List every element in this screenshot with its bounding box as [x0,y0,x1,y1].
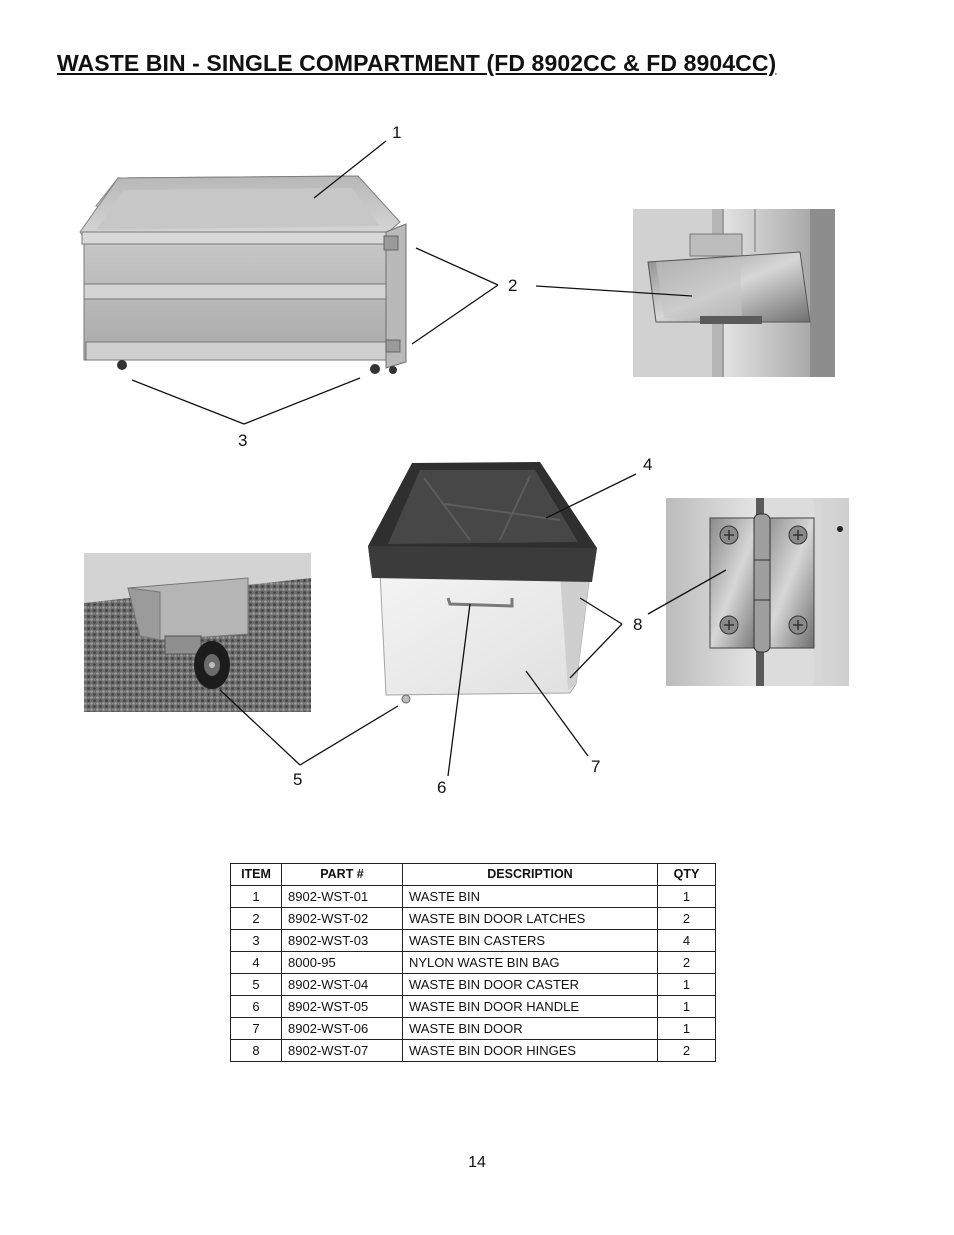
callout-3: 3 [238,431,248,450]
cell-part: 8902-WST-01 [282,886,403,908]
col-header-part: PART # [282,864,403,886]
table-row [231,886,716,908]
cell-item: 2 [231,908,282,930]
col-header-item: ITEM [231,864,282,886]
caster-closeup-photo [84,553,311,712]
table-row [231,930,716,952]
cell-part: 8000-95 [282,952,403,974]
callout-6: 6 [437,778,447,797]
cell-qty: 2 [658,908,716,930]
cell-description: WASTE BIN DOOR CASTER [403,974,658,996]
table-row [231,974,716,996]
cell-description: WASTE BIN DOOR [403,1018,658,1040]
cell-part: 8902-WST-07 [282,1040,403,1062]
table-row [231,1018,716,1040]
table-header-row [231,864,716,886]
table-row [231,996,716,1018]
cell-description: NYLON WASTE BIN BAG [403,952,658,974]
cell-part: 8902-WST-03 [282,930,403,952]
cell-part: 8902-WST-02 [282,908,403,930]
cell-part: 8902-WST-05 [282,996,403,1018]
cell-part: 8902-WST-06 [282,1018,403,1040]
cell-qty: 2 [658,1040,716,1062]
cell-description: WASTE BIN CASTERS [403,930,658,952]
parts-list-table [230,863,716,1062]
cell-description: WASTE BIN DOOR HANDLE [403,996,658,1018]
cell-qty: 1 [658,1018,716,1040]
table-row [231,952,716,974]
table-row [231,1040,716,1062]
callout-2: 2 [508,276,518,295]
cell-item: 5 [231,974,282,996]
cell-item: 8 [231,1040,282,1062]
table-row [231,908,716,930]
callout-5: 5 [293,770,303,789]
cell-qty: 2 [658,952,716,974]
callout-8: 8 [633,615,643,634]
cell-description: WASTE BIN DOOR LATCHES [403,908,658,930]
latch-closeup-photo [633,209,835,377]
cell-item: 1 [231,886,282,908]
col-header-description: DESCRIPTION [403,864,658,886]
callout-4: 4 [643,455,653,474]
callout-1: 1 [392,123,402,142]
waste-bin-photo [80,176,406,374]
cell-description: WASTE BIN [403,886,658,908]
bin-with-bag-photo [368,462,597,703]
cell-item: 4 [231,952,282,974]
cell-part: 8902-WST-04 [282,974,403,996]
cell-qty: 1 [658,974,716,996]
callout-7: 7 [591,757,601,776]
page-title: WASTE BIN - SINGLE COMPARTMENT (FD 8902CC & FD 8904CC) [57,50,777,76]
cell-item: 6 [231,996,282,1018]
cell-item: 7 [231,1018,282,1040]
page-number: 14 [468,1154,486,1171]
cell-qty: 1 [658,996,716,1018]
cell-qty: 1 [658,886,716,908]
col-header-qty: QTY [658,864,716,886]
cell-item: 3 [231,930,282,952]
cell-description: WASTE BIN DOOR HINGES [403,1040,658,1062]
hinge-closeup-photo [666,498,849,686]
cell-qty: 4 [658,930,716,952]
